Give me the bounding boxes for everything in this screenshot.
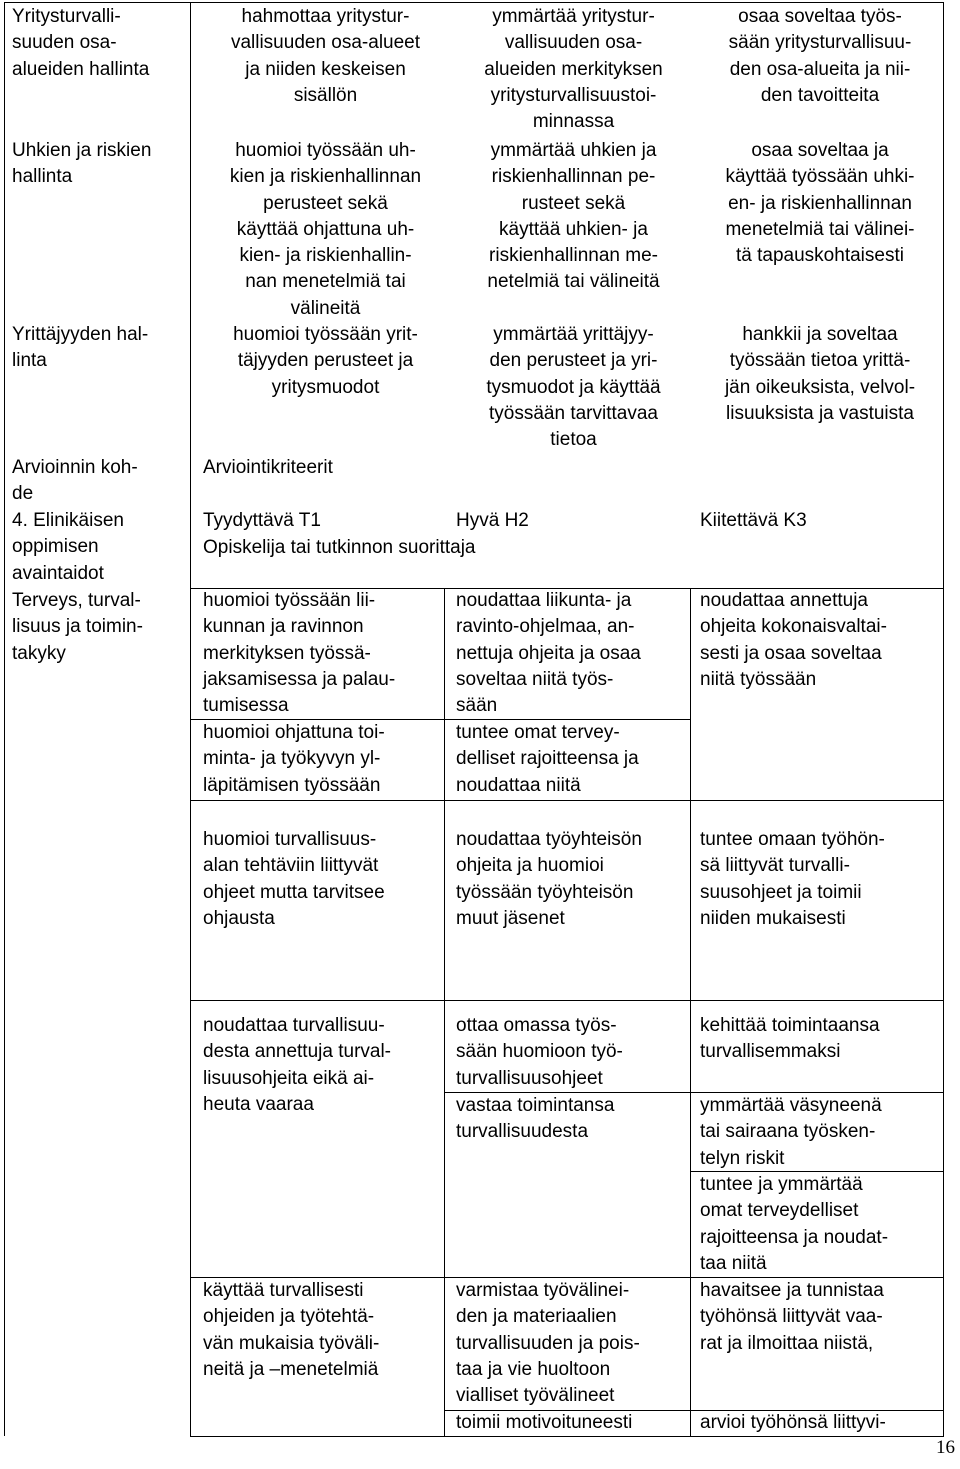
- grade-t1-header: Tyydyttävä T1: [203, 510, 321, 531]
- assessment-target: Yrittäjyyden hal- linta: [12, 324, 149, 372]
- criteria-k3: arvioi työhönsä liittyvi-: [700, 1412, 886, 1433]
- criteria-h2: toimii motivoituneesti: [456, 1412, 633, 1433]
- table-border-right: [943, 2, 944, 1436]
- grade-h2-header: Hyvä H2: [456, 510, 529, 531]
- criteria-t1: huomioi työssään uh- kien ja riskienhallinnan perusteet sekä käyttää ohjattuna uh- kien- ja riskienhallin- nan menetelmiä tai välineitä: [229, 140, 422, 319]
- row-divider: [190, 800, 944, 801]
- criteria-t1: noudattaa turvallisuu- desta annettuja turval- lisuusohjeita eikä ai- heuta vaaraa: [203, 1015, 392, 1115]
- criteria-t1: hahmottaa yritystur- vallisuuden osa-alueet ja niiden keskeisen sisällön: [230, 6, 421, 106]
- criteria-t1: käyttää turvallisesti ohjeiden ja työtehtä- vän mukaisia työväli- neitä ja –menetelmiä: [203, 1280, 380, 1380]
- criteria-h2: varmistaa työvälinei- den ja materiaalien turvallisuuden ja pois- taa ja vie huoltoon vialliset työvälineet: [456, 1280, 640, 1407]
- criteria-k3: osaa soveltaa ja käyttää työssään uhki- en- ja riskienhallinnan menetelmiä tai välinei- tä tapauskohtaisesti: [725, 140, 915, 267]
- criteria-t1: huomioi työssään lii- kunnan ja ravinnon merkityksen työssä- jaksamisessa ja palau- tumisessa: [203, 590, 396, 717]
- skill-heading: 4. Elinikäisen oppimisen avaintaidot: [12, 510, 124, 584]
- criteria-k3: hankkii ja soveltaa työssään tietoa yrittä- jän oikeuksista, velvol- lisuuksista ja vastuista: [724, 324, 916, 424]
- row-divider: [190, 1000, 944, 1001]
- table-border-top: [4, 2, 944, 3]
- criteria-t1: huomioi työssään yrit- täjyyden perusteet ja yritysmuodot: [233, 324, 418, 398]
- criteria-t1: huomioi ohjattuna toi- minta- ja työkyvyn yl- läpitämisen työssään: [203, 722, 385, 796]
- criteria-h2: noudattaa liikunta- ja ravinto-ohjelmaa, an- nettuja ohjeita ja osaa soveltaa niitä työs- sään: [456, 590, 641, 717]
- page-number: 16: [936, 1437, 955, 1458]
- assessment-target: Yritysturvalli- suuden osa- alueiden hallinta: [12, 6, 150, 80]
- criteria-t1: huomioi turvallisuus- alan tehtäviin liittyvät ohjeet mutta tarvitsee ohjausta: [203, 829, 385, 929]
- criteria-h2: noudattaa työyhteisön ohjeita ja huomioi työssään työyhteisön muut jäsenet: [456, 829, 642, 929]
- assessment-target-header: Arvioinnin koh- de: [12, 457, 138, 505]
- health-target: Terveys, turval- lisuus ja toimin- takyky: [12, 590, 143, 664]
- criteria-h2: tuntee omat tervey- delliset rajoitteensa ja noudattaa niitä: [456, 722, 639, 796]
- criteria-k3: tuntee ja ymmärtää omat terveydelliset rajoitteensa ja noudat- taa niitä: [700, 1174, 889, 1274]
- criteria-k3: osaa soveltaa työs- sään yritysturvallisuu- den osa-alueita ja nii- den tavoitteita: [728, 6, 912, 106]
- performer-header: Opiskelija tai tutkinnon suorittaja: [203, 537, 476, 558]
- assessment-target: Uhkien ja riskien hallinta: [12, 140, 152, 188]
- criteria-header: Arviointikriteerit: [203, 457, 333, 478]
- criteria-k3: tuntee omaan työhön- sä liittyvät turvalli- suusohjeet ja toimii niiden mukaisesti: [700, 829, 885, 929]
- criteria-h2: ymmärtää yritystur- vallisuuden osa- alueiden merkityksen yritysturvallisuustoi- minnassa: [484, 6, 663, 133]
- criteria-k3: kehittää toimintaansa turvallisemmaksi: [700, 1015, 880, 1063]
- criteria-k3: ymmärtää väsyneenä tai sairaana työsken- telyn riskit: [700, 1095, 882, 1169]
- criteria-h2: ymmärtää uhkien ja riskienhallinnan pe- rusteet sekä käyttää uhkien- ja riskienhallinnan me- netelmiä tai välineitä: [487, 140, 660, 293]
- criteria-k3: havaitsee ja tunnistaa työhönsä liittyvät vaa- rat ja ilmoittaa niistä,: [700, 1280, 884, 1354]
- criteria-h2: vastaa toimintansa turvallisuudesta: [456, 1095, 615, 1143]
- table-border-left: [4, 2, 5, 1436]
- criteria-k3: noudattaa annettuja ohjeita kokonaisvaltai- sesti ja osaa soveltaa niitä työssään: [700, 590, 887, 690]
- criteria-h2: ymmärtää yrittäjyy- den perusteet ja yri- tysmuodot ja käyttää työssään tarvittavaa tietoa: [486, 324, 661, 451]
- criteria-h2: ottaa omassa työs- sään huomioon työ- turvallisuusohjeet: [456, 1015, 623, 1089]
- grade-k3-header: Kiitettävä K3: [700, 510, 807, 531]
